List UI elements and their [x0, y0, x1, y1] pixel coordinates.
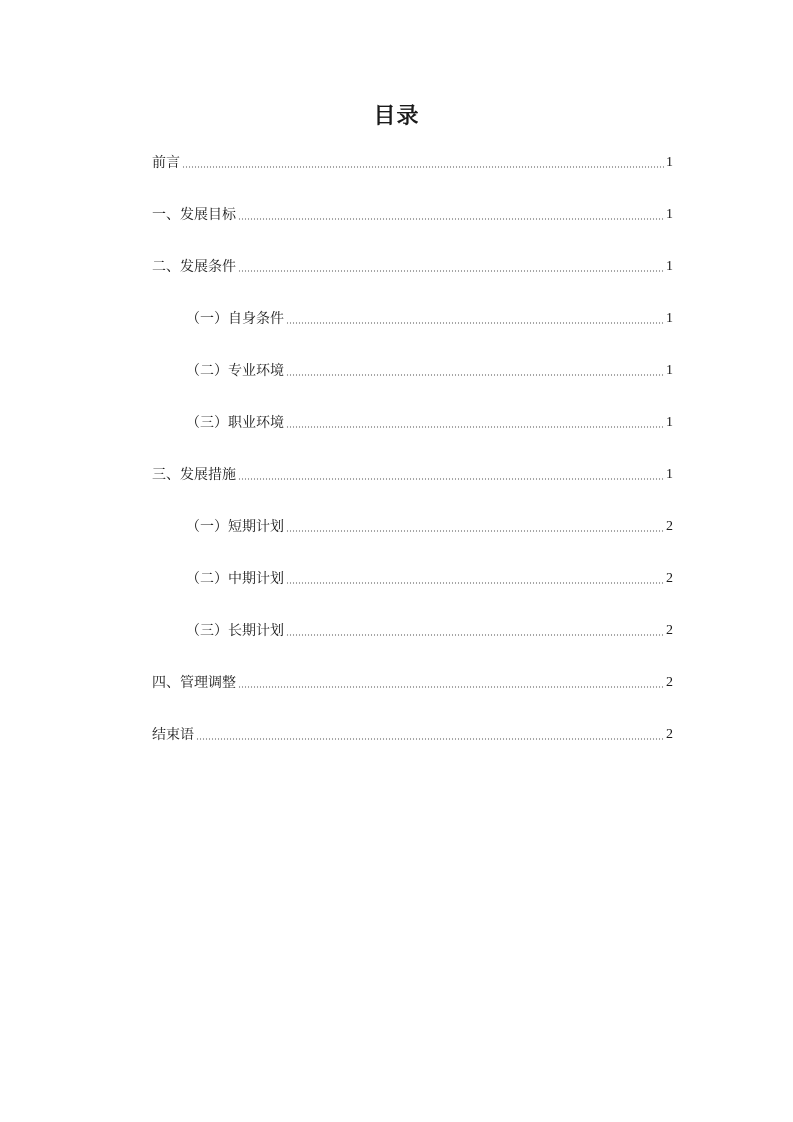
toc-entry-label: 一、发展目标	[152, 207, 236, 223]
toc-entry[interactable]	[152, 152, 673, 204]
toc-page-number: 2	[666, 675, 673, 690]
toc-page-number: 2	[666, 727, 673, 742]
toc-entry[interactable]	[152, 464, 673, 516]
toc-page-number: 1	[666, 467, 673, 482]
toc-entry-label: 前言	[152, 155, 180, 171]
toc-entry-label: （二）专业环境	[186, 363, 284, 379]
toc-page-number: 2	[666, 571, 673, 586]
toc-entry[interactable]	[152, 620, 673, 672]
toc-entry-label: （一）自身条件	[186, 311, 284, 327]
toc-entry-label: 二、发展条件	[152, 259, 236, 275]
toc-entry[interactable]	[152, 308, 673, 360]
toc-dot-leader	[286, 360, 664, 376]
toc-entry[interactable]	[152, 568, 673, 620]
toc-entry[interactable]	[152, 256, 673, 308]
toc-dot-leader	[286, 568, 664, 584]
toc-dot-leader	[182, 152, 664, 168]
toc-entry-label: （三）职业环境	[186, 415, 284, 431]
toc-dot-leader	[238, 256, 664, 272]
toc-entry-label: （一）短期计划	[186, 519, 284, 535]
toc-page-number: 2	[666, 623, 673, 638]
toc-dot-leader	[286, 620, 664, 636]
toc-page-number: 1	[666, 311, 673, 326]
toc-dot-leader	[238, 672, 664, 688]
toc-page-number: 1	[666, 155, 673, 170]
toc-entry-label: 四、管理调整	[152, 675, 236, 691]
toc-entry-label: （三）长期计划	[186, 623, 284, 639]
toc-entry-label: （二）中期计划	[186, 571, 284, 587]
toc-entry[interactable]	[152, 516, 673, 568]
toc-page-number: 1	[666, 259, 673, 274]
toc-dot-leader	[286, 412, 664, 428]
toc-entry-label: 三、发展措施	[152, 467, 236, 483]
toc-dot-leader	[196, 724, 664, 740]
toc-entry[interactable]	[152, 204, 673, 256]
toc-entry-label: 结束语	[152, 727, 194, 743]
toc-page-number: 1	[666, 207, 673, 222]
toc-dot-leader	[286, 516, 664, 532]
toc-list	[152, 152, 673, 776]
toc-page-number: 1	[666, 363, 673, 378]
toc-page-number: 1	[666, 415, 673, 430]
toc-dot-leader	[238, 204, 664, 220]
toc-page-number: 2	[666, 519, 673, 534]
toc-entry[interactable]	[152, 672, 673, 724]
toc-title: 目录	[373, 104, 420, 129]
toc-entry[interactable]	[152, 412, 673, 464]
toc-dot-leader	[286, 308, 664, 324]
toc-entry[interactable]	[152, 724, 673, 776]
toc-entry[interactable]	[152, 360, 673, 412]
toc-dot-leader	[238, 464, 664, 480]
